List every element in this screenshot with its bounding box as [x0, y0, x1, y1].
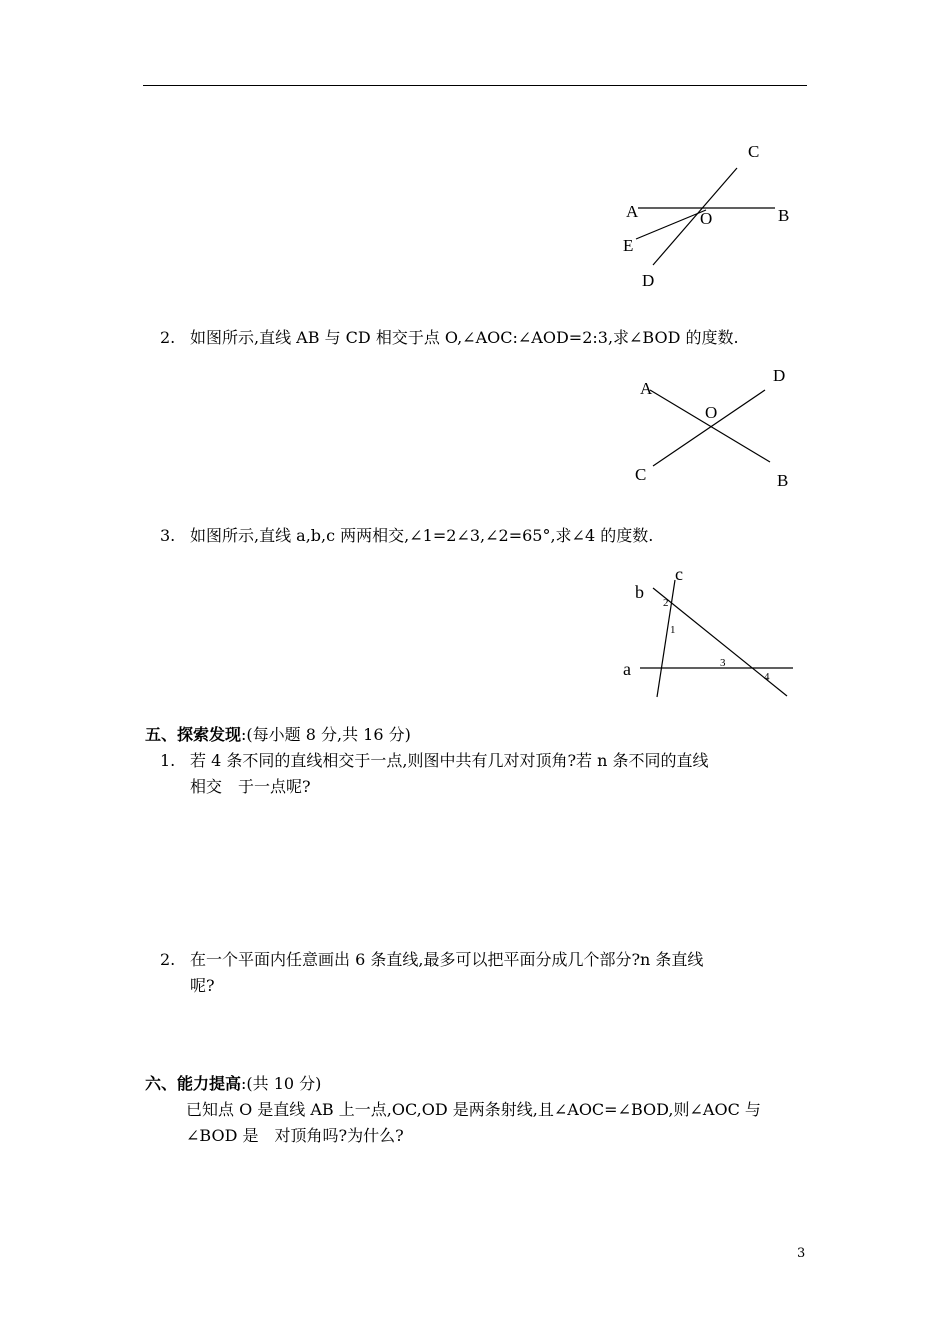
- figure-3: [620, 562, 800, 702]
- question-text-line-1: 在一个平面内任意画出 6 条直线,最多可以把平面分成几个部分?n 条直线: [190, 950, 704, 969]
- angle-1-label: 1: [670, 624, 676, 636]
- label-d: D: [773, 366, 786, 385]
- figure-2: [625, 362, 800, 492]
- question-number: 2.: [160, 328, 176, 347]
- section-title: 五、探索发现: [145, 725, 242, 744]
- label-b: B: [778, 206, 790, 225]
- question-text: 如图所示,直线 AB 与 CD 相交于点 O,∠AOC:∠AOD=2:3,求∠BOD 的度数.: [190, 328, 739, 347]
- section-score-note: :(共 10 分): [241, 1074, 322, 1093]
- question-text-line-2: 呢?: [190, 976, 215, 995]
- label-e: E: [623, 236, 634, 255]
- question-text-line-1: 若 4 条不同的直线相交于一点,则图中共有几对对顶角?若 n 条不同的直线: [190, 751, 709, 770]
- label-b: b: [635, 582, 644, 602]
- angle-4-label: 4: [764, 671, 770, 683]
- label-c: C: [635, 465, 647, 484]
- section-score-note: :(每小题 8 分,共 16 分): [241, 725, 411, 744]
- label-b: B: [777, 471, 789, 490]
- question-text-line-1: 已知点 O 是直线 AB 上一点,OC,OD 是两条射线,且∠AOC=∠BOD,则∠AOC 与: [186, 1100, 761, 1119]
- ray-oe: [636, 210, 706, 239]
- page-number: 3: [797, 1246, 806, 1261]
- question-text-line-2: ∠BOD 是 对顶角吗?为什么?: [186, 1126, 404, 1145]
- label-o: O: [700, 209, 713, 228]
- question-number: 2.: [160, 950, 176, 969]
- label-d: D: [642, 271, 655, 290]
- question-text-line-2: 相交 于一点呢?: [190, 777, 311, 796]
- line-cd: [653, 168, 737, 265]
- figure-2-diagram: [625, 362, 800, 492]
- section-5-heading: [145, 722, 411, 748]
- label-a: A: [626, 202, 639, 221]
- label-c: C: [748, 142, 760, 161]
- header-rule: [143, 85, 807, 86]
- section-6-heading: [145, 1071, 321, 1097]
- figure-1-diagram: [610, 135, 800, 295]
- angle-3-label: 3: [720, 657, 726, 669]
- section-title: 六、能力提高: [145, 1074, 242, 1093]
- label-c: c: [675, 564, 683, 584]
- line-ab: [650, 390, 770, 462]
- figure-1: [610, 135, 800, 295]
- figure-3-diagram: [620, 562, 800, 702]
- angle-2-label: 2: [663, 597, 669, 609]
- label-a: a: [623, 659, 631, 679]
- question-text: 如图所示,直线 a,b,c 两两相交,∠1=2∠3,∠2=65°,求∠4 的度数.: [190, 526, 654, 545]
- label-o: O: [705, 403, 718, 422]
- label-a: A: [640, 379, 653, 398]
- question-number: 3.: [160, 526, 176, 545]
- question-number: 1.: [160, 751, 176, 770]
